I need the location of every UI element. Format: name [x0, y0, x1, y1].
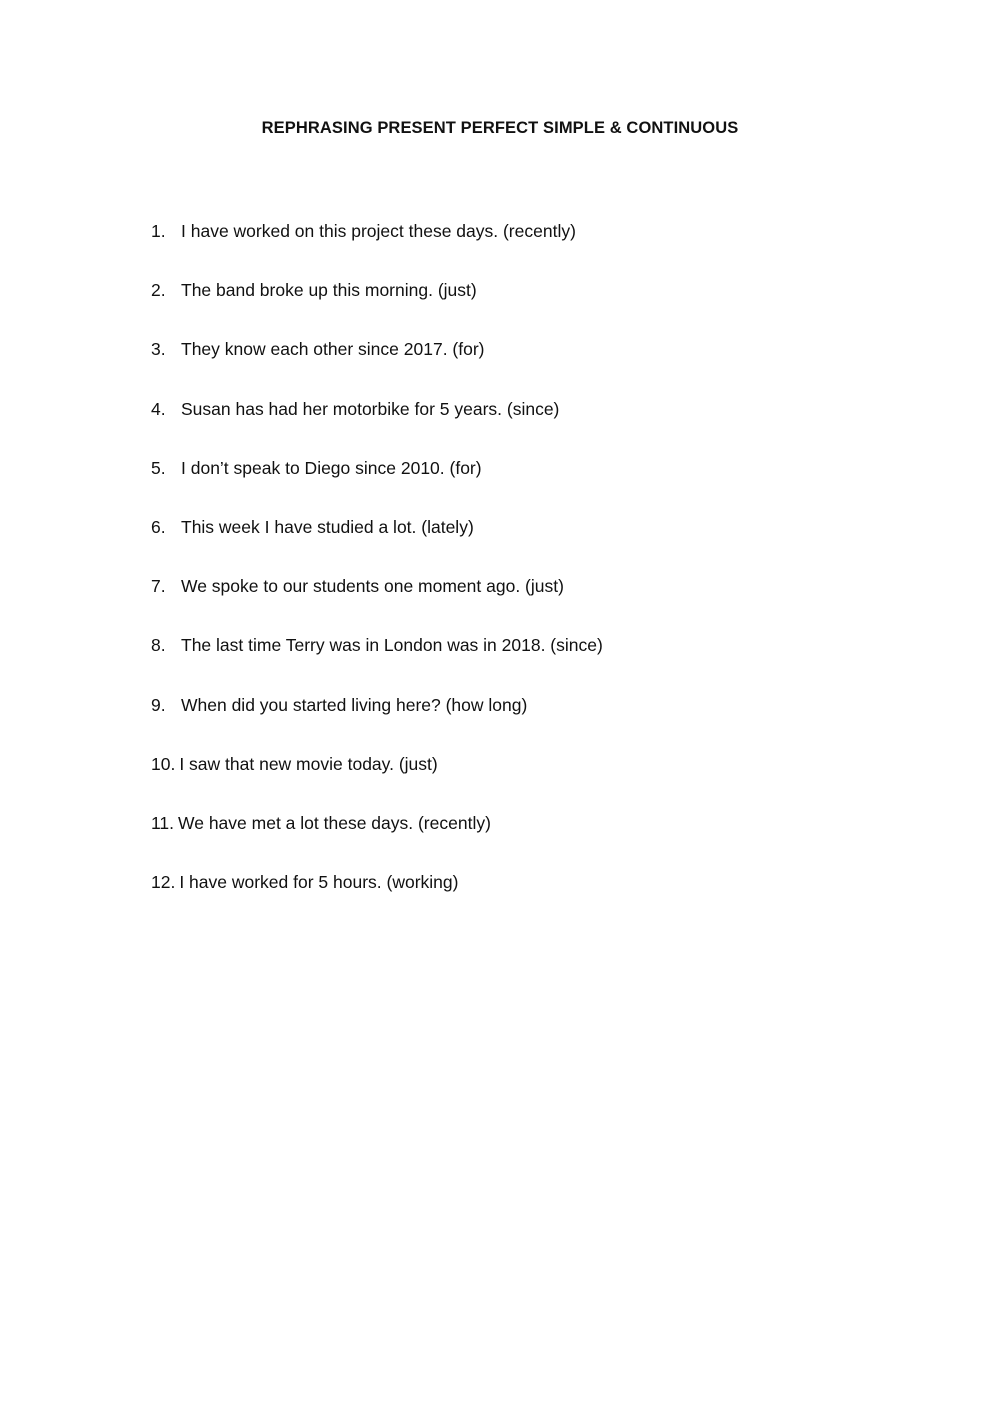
- item-number: 4.: [151, 398, 166, 419]
- item-number: 3.: [151, 339, 166, 360]
- exercise-list: [151, 220, 603, 930]
- exercise-item: [151, 694, 603, 753]
- item-text: I have worked for 5 hours. (working): [179, 872, 459, 893]
- exercise-item: [151, 634, 603, 693]
- page-title: REPHRASING PRESENT PERFECT SIMPLE & CONTINUOUS: [261, 119, 739, 137]
- item-text: This week I have studied a lot. (lately): [181, 516, 474, 537]
- exercise-item: [151, 516, 603, 575]
- item-number: 7.: [151, 576, 166, 597]
- item-number: 1.: [151, 221, 166, 241]
- exercise-item: [151, 575, 603, 634]
- item-text: Susan has had her motorbike for 5 years. (since): [181, 398, 560, 419]
- item-text: They know each other since 2017. (for): [181, 339, 485, 360]
- exercise-item: [151, 398, 603, 457]
- exercise-item: [151, 812, 603, 871]
- exercise-item: [151, 457, 603, 516]
- item-text: We spoke to our students one moment ago. (just): [181, 576, 564, 597]
- item-number: 11.: [151, 812, 175, 833]
- exercise-item: [151, 871, 603, 930]
- item-text: I saw that new movie today. (just): [179, 753, 438, 774]
- item-text: The last time Terry was in London was in 2018. (since): [181, 635, 603, 656]
- item-text: When did you started living here? (how long): [181, 694, 528, 715]
- item-number: 12.: [151, 872, 176, 893]
- item-number: 6.: [151, 516, 166, 537]
- exercise-item: [151, 338, 603, 397]
- exercise-item: [151, 279, 603, 338]
- item-number: 9.: [151, 694, 166, 715]
- item-text: The band broke up this morning. (just): [181, 280, 477, 301]
- item-text: I don’t speak to Diego since 2010. (for): [181, 457, 482, 478]
- item-number: 5.: [151, 457, 166, 478]
- exercise-item: [151, 753, 603, 812]
- item-number: 8.: [151, 635, 166, 656]
- item-text: I have worked on this project these days. (recently): [181, 221, 576, 241]
- item-number: 10.: [151, 753, 176, 774]
- exercise-item: [151, 220, 603, 279]
- item-number: 2.: [151, 280, 166, 301]
- item-text: We have met a lot these days. (recently): [178, 812, 491, 833]
